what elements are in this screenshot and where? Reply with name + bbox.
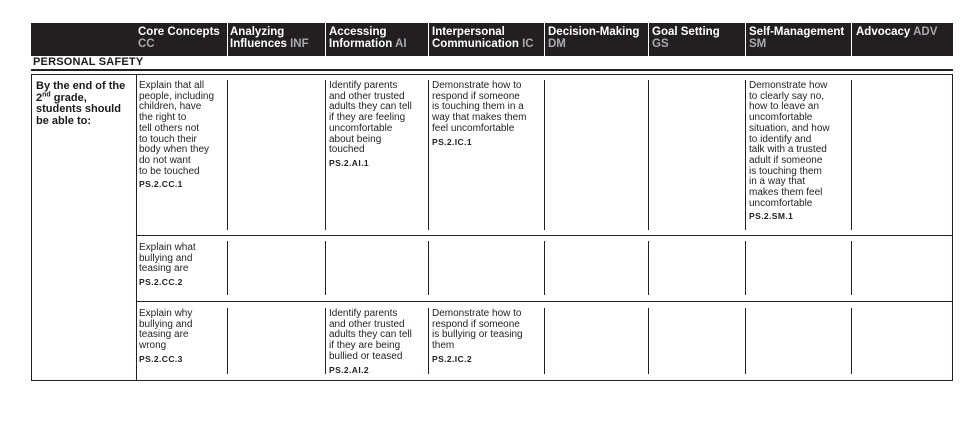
column-line (648, 80, 649, 230)
col-header-name: Decision-Making (548, 26, 640, 38)
column-line (136, 75, 137, 381)
standard-code: PS.2.IC.1 (432, 136, 472, 147)
col-header-code: GS (652, 38, 669, 50)
col-header-core-concepts (135, 23, 225, 56)
standard-code: PS.2.CC.1 (139, 179, 183, 190)
section-title: PERSONAL SAFETY (31, 56, 953, 71)
standard-text: Demonstrate how to clearly say no, how to leave an uncomfortable situation, and how to identify and talk with a trusted adult if someone is touching them in a way that makes them feel uncomfortable (749, 80, 830, 209)
col-header-self-management (746, 23, 856, 56)
col-header-goal-setting (649, 23, 741, 56)
standard-cell-ic-2 (432, 309, 542, 365)
col-header-name: Core Concepts (138, 26, 220, 38)
col-header-decision-making (545, 23, 647, 56)
standard-cell-ic-1 (432, 81, 542, 147)
standards-grid (31, 74, 953, 381)
column-line (227, 241, 228, 295)
col-header-name: Accessing Information (329, 26, 393, 50)
standard-text: Identify parents and other trusted adults they can tell if they are being bullied or teased (329, 308, 412, 362)
col-header-name: Advocacy (856, 26, 911, 38)
col-header-code: CC (138, 38, 155, 50)
header-divider (851, 23, 852, 56)
standard-cell-ai-2 (329, 309, 427, 375)
column-line (745, 308, 746, 374)
standard-text: Explain that all people, including children, have the right to tell others not to touch their body when they do not want to be touched (139, 80, 215, 177)
column-line (544, 241, 545, 295)
intro-prefix: By the end of the 2 (36, 80, 126, 104)
col-header-name: Self-Management (749, 26, 845, 38)
standards-sheet (31, 23, 953, 375)
standard-text: Explain why bullying and teasing are wrong (139, 308, 193, 352)
col-header-code: IC (522, 38, 534, 50)
column-line (428, 241, 429, 295)
standard-cell-sm-1 (749, 81, 849, 222)
intro-statement (36, 81, 132, 127)
col-header-advocacy (853, 23, 953, 56)
column-line (851, 308, 852, 374)
col-header-analyzing-influences (227, 23, 323, 56)
standard-text: Demonstrate how to respond if someone is touching them in a way that makes them feel uncomfortable (432, 80, 527, 134)
standard-code: PS.2.IC.2 (432, 353, 472, 364)
column-line (428, 308, 429, 374)
column-line (851, 241, 852, 295)
standard-cell-cc-2 (139, 243, 225, 288)
standard-text: Demonstrate how to respond if someone is bullying or teasing them (432, 308, 523, 352)
standard-code: PS.2.SM.1 (749, 211, 794, 222)
column-line (745, 241, 746, 295)
column-line (851, 80, 852, 230)
column-line (325, 308, 326, 374)
standard-cell-cc-1 (139, 81, 225, 190)
column-header-band (31, 23, 953, 56)
row-divider (136, 235, 952, 236)
col-header-name: Goal Setting (652, 26, 720, 38)
column-line (325, 241, 326, 295)
col-header-code: ADV (913, 26, 938, 38)
row-divider (136, 301, 952, 302)
column-line (544, 80, 545, 230)
col-header-name: Analyzing Influences (230, 26, 287, 50)
column-line (428, 80, 429, 230)
standard-code: PS.2.CC.2 (139, 277, 183, 288)
standard-code: PS.2.AI.1 (329, 157, 369, 168)
col-header-interpersonal-communication (429, 23, 541, 56)
col-header-name: Interpersonal Communication (432, 26, 519, 50)
standard-cell-ai-1 (329, 81, 427, 169)
col-header-code: SM (749, 38, 767, 50)
standard-code: PS.2.AI.2 (329, 364, 369, 375)
column-line (745, 80, 746, 230)
standard-text: Explain what bullying and teasing are (139, 242, 196, 275)
intro-superscript: nd (42, 90, 51, 98)
col-header-code: AI (395, 38, 407, 50)
column-line (648, 241, 649, 295)
col-header-accessing-information (326, 23, 422, 56)
column-line (544, 308, 545, 374)
standard-cell-cc-3 (139, 309, 225, 365)
column-line (648, 308, 649, 374)
col-header-code: INF (290, 38, 309, 50)
standard-text: Identify parents and other trusted adults they can tell if they are feeling uncomfortable about being touched (329, 80, 412, 156)
intro-suffix: grade, students should be able to: (36, 91, 121, 127)
column-line (325, 80, 326, 230)
column-line (227, 308, 228, 374)
standard-code: PS.2.CC.3 (139, 353, 183, 364)
column-line (227, 80, 228, 230)
col-header-code: DM (548, 38, 566, 50)
